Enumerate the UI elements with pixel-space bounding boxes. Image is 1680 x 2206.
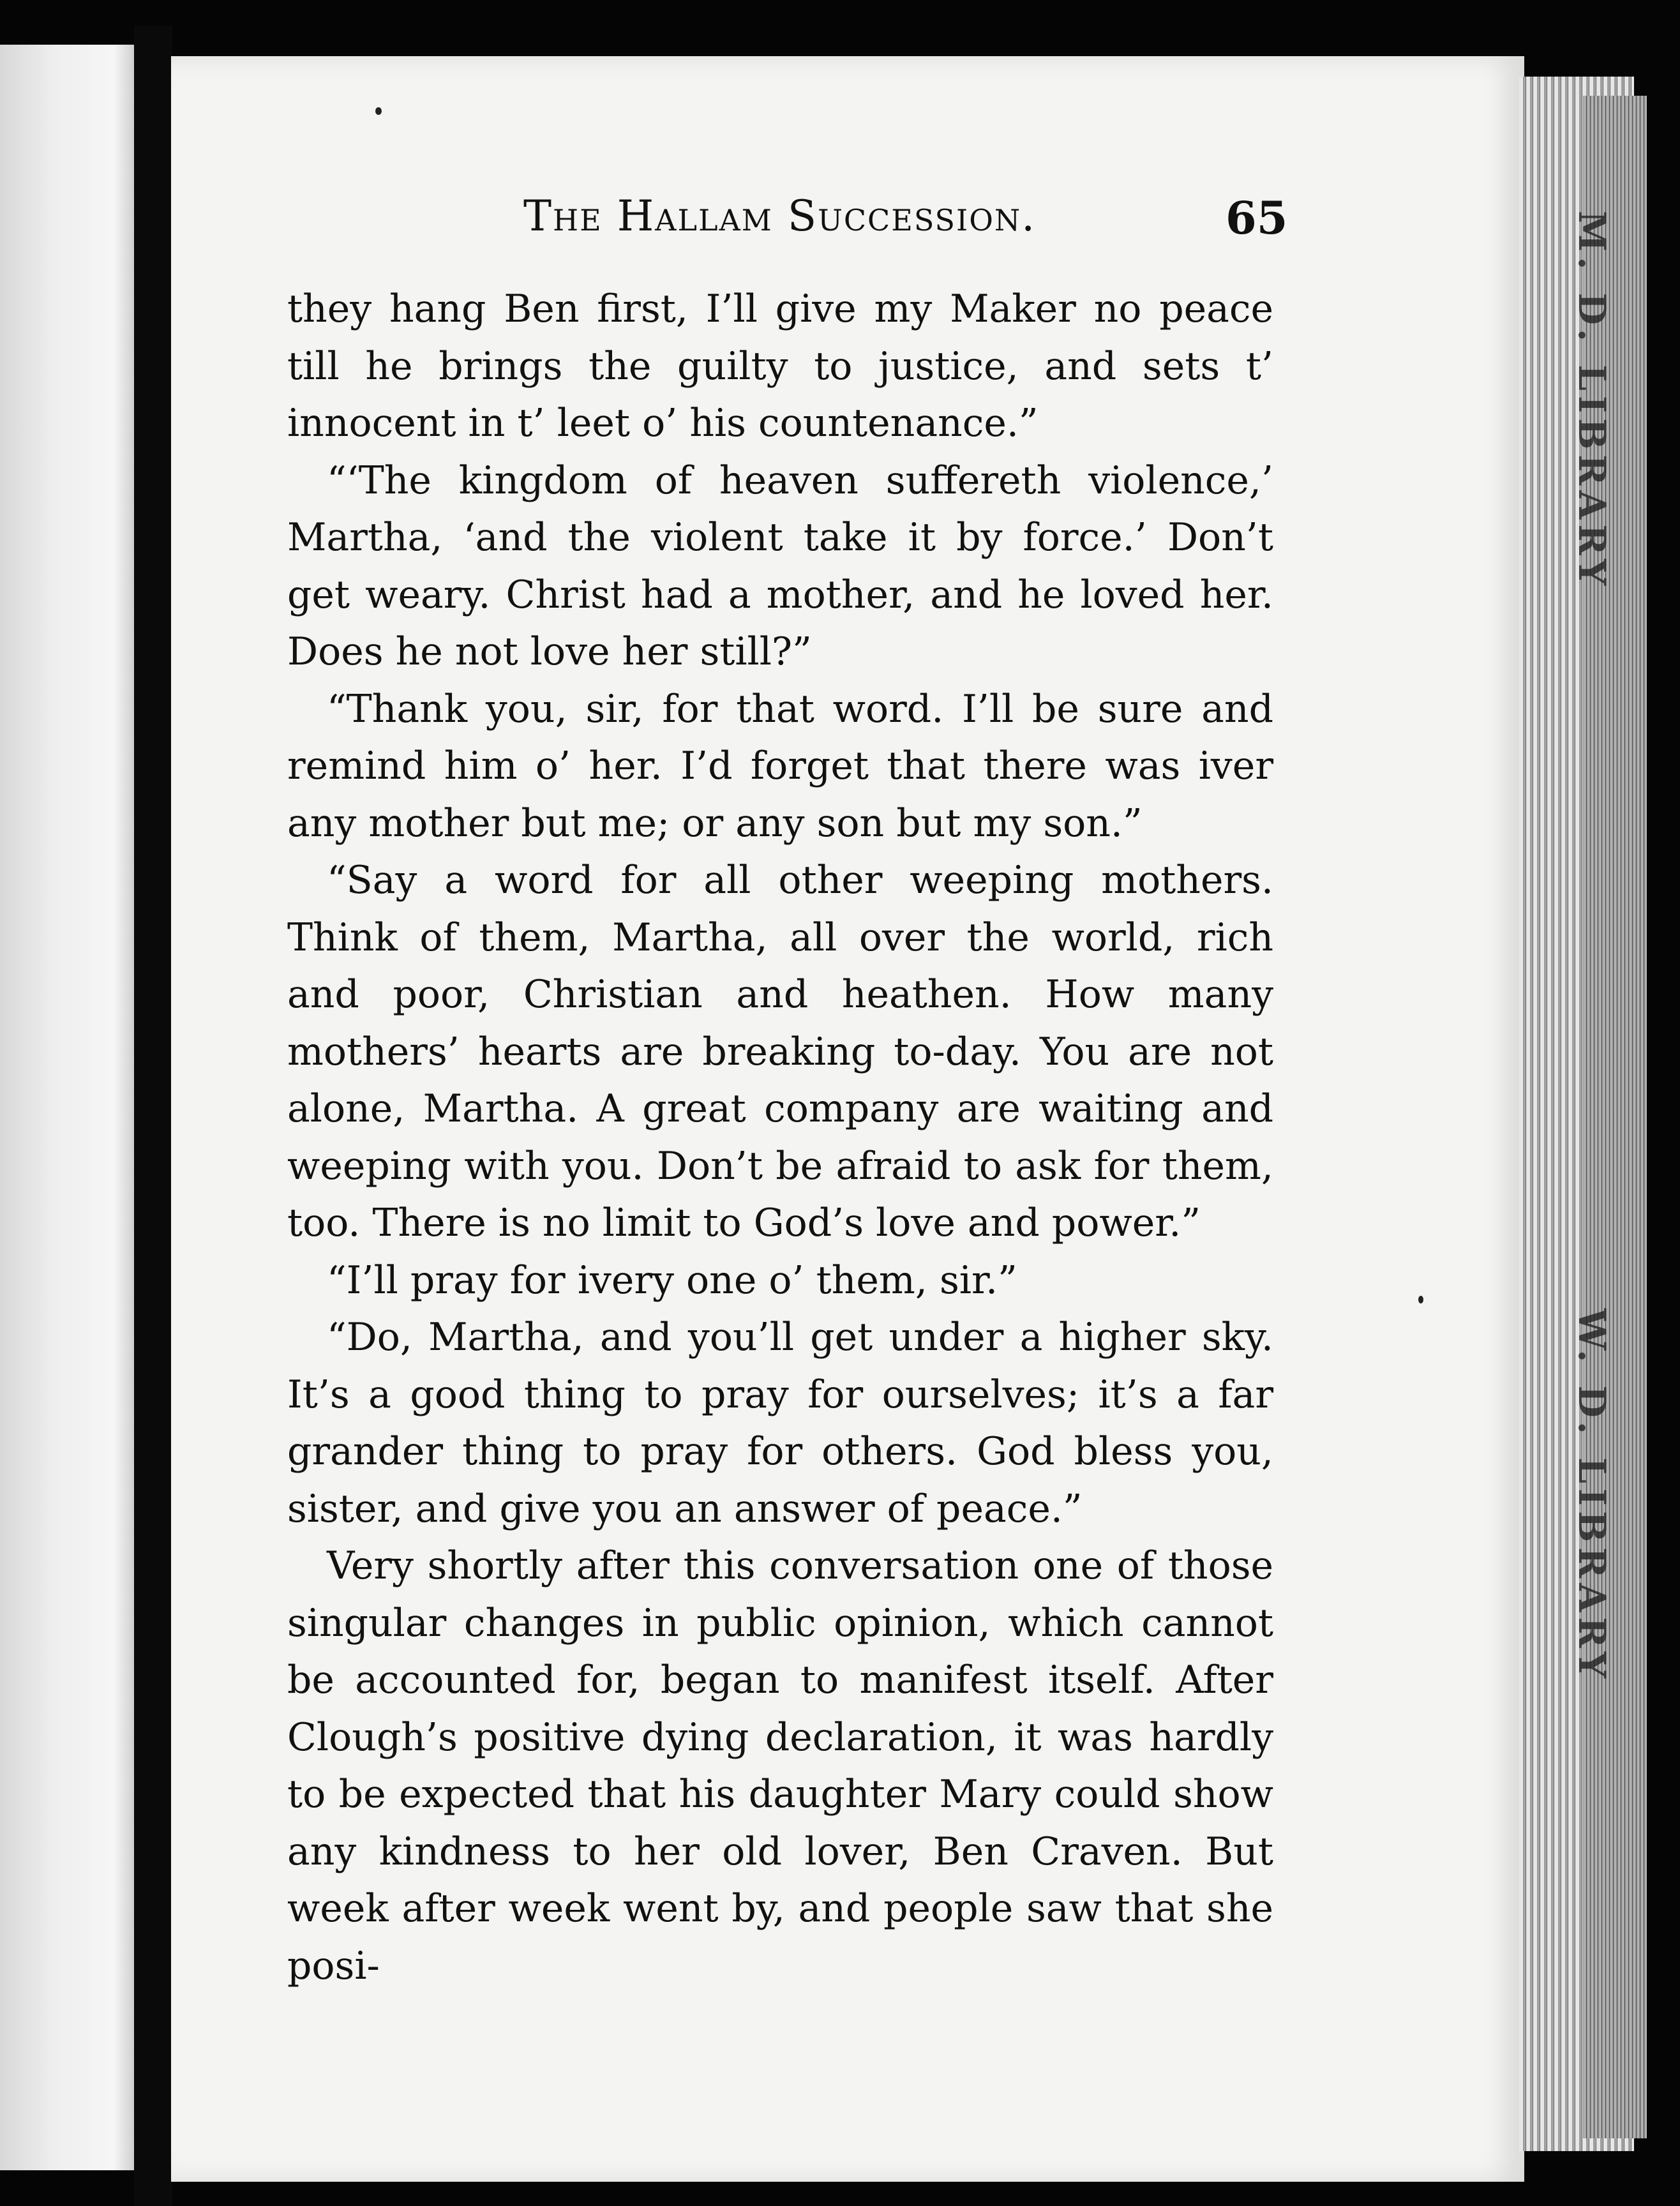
paragraph: Very shortly after this conversation one of those singular changes in public opinion, which cannot be accounted for, began to manifest itself. After Clough’s positive dying declaration, it was hardly to be expected that his daughter Mary could show any kindness to her old lover, Ben Craven. But week after week went by, and people saw that she posi- [287, 1543, 1273, 1988]
previous-page-edge [0, 45, 134, 2170]
library-stamp-upper: M. D. LIBRARY [1570, 211, 1614, 591]
body-text [287, 281, 1273, 1995]
paragraph: “Thank you, sir, for that word. I’ll be sure and remind him o’ her. I’d forget that there was iver any mother but me; or any son but my son.” [287, 686, 1273, 846]
paragraph: “I’ll pray for ivery one o’ them, sir.” [327, 1257, 1017, 1303]
paragraph: “Say a word for all other weeping mothers. Think of them, Martha, all over the world, rich and poor, Christian and heathen. How many mothers’ hearts are breaking to-day. You are not alone, Martha. A great company are waiting and weeping with you. Don’t be afraid to ask for them, too. There is no limit to God’s love and power.” [287, 858, 1273, 1245]
paragraph: they hang Ben first, I’ll give my Maker no peace till he brings the guilty to justice, and sets t’ innocent in t’ leet o’ his countenance.” [287, 287, 1273, 446]
running-head: The Hallam Succession. [523, 191, 1037, 241]
library-stamp-lower: W. D. LIBRARY [1570, 1309, 1614, 1684]
page-number: 65 [1226, 191, 1288, 244]
ink-speck [375, 107, 382, 115]
ink-speck [1418, 1296, 1423, 1303]
paragraph: “‘The kingdom of heaven suffereth violence,’ Martha, ‘and the violent take it by force.’ Don’t get weary. Christ had a mother, and he loved her. Does he not love her still?” [287, 458, 1273, 674]
paragraph: “Do, Martha, and you’ll get under a higher sky. It’s a good thing to pray for ourselves; it’s a far grander thing to pray for others. God bless you, sister, and give you an answer of peace.” [287, 1315, 1273, 1531]
book-gutter [134, 26, 172, 2206]
